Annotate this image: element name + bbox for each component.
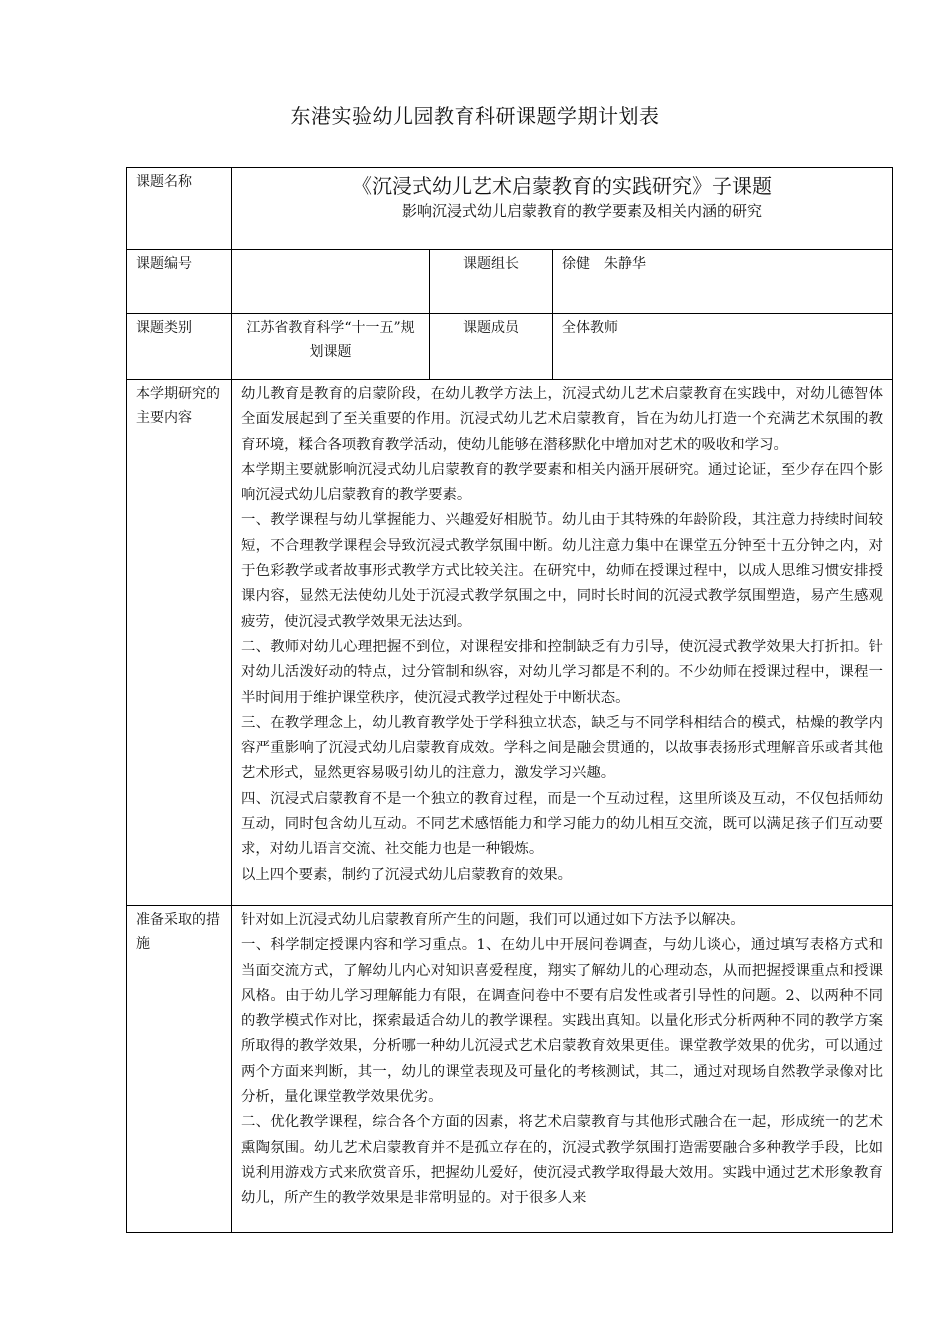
subject-no-label: 课题编号 (127, 250, 232, 314)
row-research (127, 380, 893, 906)
research-paragraph: 幼儿教育是教育的启蒙阶段，在幼儿教学方法上，沉浸式幼儿艺术启蒙教育在实践中，对幼儿德智体全面发展起到了至关重要的作用。沉浸式幼儿艺术启蒙教育，旨在为幼儿打造一个充满艺术氛围的教育环境，糅合各项教育教学活动，使幼儿能够在潜移默化中增加对艺术的吸收和学习。 (241, 386, 884, 453)
measures-label: 准备采取的措施 (127, 906, 232, 1233)
category-label: 课题类别 (127, 314, 232, 380)
members-label: 课题成员 (430, 314, 553, 380)
leader-value: 徐健 朱静华 (553, 250, 893, 314)
category-value: 江苏省教育科学“十一五”规划课题 (232, 314, 430, 380)
document-title: 东港实验幼儿园教育科研课题学期计划表 (290, 104, 660, 128)
research-paragraph: 一、教学课程与幼儿掌握能力、兴趣爱好相脱节。幼儿由于其特殊的年龄阶段，其注意力持续时间较短，不合理教学课程会导致沉浸式教学氛围中断。幼儿注意力集中在课堂五分钟至十五分钟之内，对于色彩教学或者故事形式教学方式比较关注。在研究中，幼师在授课过程中，以成人思维习惯安排授课内容，显然无法使幼儿处于沉浸式教学氛围之中，同时长时间的沉浸式教学氛围塑造，易产生感观疲劳，使沉浸式教学效果无法达到。 (241, 512, 884, 630)
row-subject-name (127, 168, 893, 250)
measures-paragraph: 一、科学制定授课内容和学习重点。1、在幼儿中开展问卷调查，与幼儿谈心，通过填写表格方式和当面交流方式，了解幼儿内心对知识喜爱程度，翔实了解幼儿的心理动态，从而把握授课重点和授课风格。由于幼儿学习理解能力有限，在调查问卷中不要有启发性或者引导性的问题。2、以两种不同的教学模式作对比，探索最适合幼儿的教学课程。实践出真知。以量化形式分析两种不同的教学方案所取得的教学效果，分析哪一种幼儿沉浸式艺术启蒙教育效果更佳。课堂教学效果的优劣，可以通过两个方面来判断，其一，幼儿的课堂表现及可量化的考核测试，其二，通过对现场自然教学录像对比分析，量化课堂教学效果优劣。 (241, 937, 884, 1106)
measures-paragraph: 针对如上沉浸式幼儿启蒙教育所产生的问题，我们可以通过如下方法予以解决。 (241, 912, 745, 928)
subject-name-cell (232, 168, 893, 250)
measures-content (232, 906, 893, 1233)
subject-name-label: 课题名称 (127, 168, 232, 250)
research-paragraph: 以上四个要素，制约了沉浸式幼儿启蒙教育的效果。 (241, 866, 572, 883)
subject-no-value (232, 250, 430, 314)
research-paragraph: 本学期主要就影响沉浸式幼儿启蒙教育的教学要素和相关内涵开展研究。通过论证，至少存在四个影响沉浸式幼儿启蒙教育的教学要素。 (241, 461, 884, 504)
research-label: 本学期研究的主要内容 (127, 380, 232, 906)
research-paragraph: 二、教师对幼儿心理把握不到位，对课程安排和控制缺乏有力引导，使沉浸式教学效果大打折扣。针对幼儿活泼好动的特点，过分管制和纵容，对幼儿学习都是不利的。不少幼师在授课过程中，课程一半时间用于维护课堂秩序，使沉浸式教学过程处于中断状态。 (241, 638, 884, 706)
research-content (232, 380, 893, 906)
row-measures (127, 906, 893, 1233)
measures-paragraph: 二、优化教学课程，综合各个方面的因素，将艺术启蒙教育与其他形式融合在一起，形成统一的艺术熏陶氛围。幼儿艺术启蒙教育并不是孤立存在的，沉浸式教学氛围打造需要融合多种教学手段，比如说利用游戏方式来欣赏音乐，把握幼儿爱好，使沉浸式教学取得最大效用。实践中通过艺术形象教育幼儿，所产生的教学效果是非常明显的。对于很多人来 (241, 1114, 884, 1207)
row-category (127, 314, 893, 380)
research-paragraph: 四、沉浸式启蒙教育不是一个独立的教育过程，而是一个互动过程，这里所谈及互动，不仅包括师幼互动，同时包含幼儿互动。不同艺术感悟能力和学习能力的幼儿相互交流，既可以满足孩子们互动要求，对幼儿语言交流、社交能力也是一种锻炼。 (241, 790, 884, 858)
plan-table (126, 167, 893, 1233)
research-paragraph: 三、在教学理念上，幼儿教育教学处于学科独立状态，缺乏与不同学科相结合的模式，枯燥的教学内容严重影响了沉浸式幼儿启蒙教育成效。学科之间是融会贯通的，以故事表扬形式理解音乐或者其他艺术形式，显然更容易吸引幼儿的注意力，激发学习兴趣。 (241, 714, 884, 782)
subject-name-sub: 影响沉浸式幼儿启蒙教育的教学要素及相关内涵的研究 (402, 202, 763, 220)
row-subject-no (127, 250, 893, 314)
leader-label: 课题组长 (430, 250, 553, 314)
subject-name-main: 《沉浸式幼儿艺术启蒙教育的实践研究》子课题 (352, 174, 772, 198)
members-value: 全体教师 (553, 314, 893, 380)
